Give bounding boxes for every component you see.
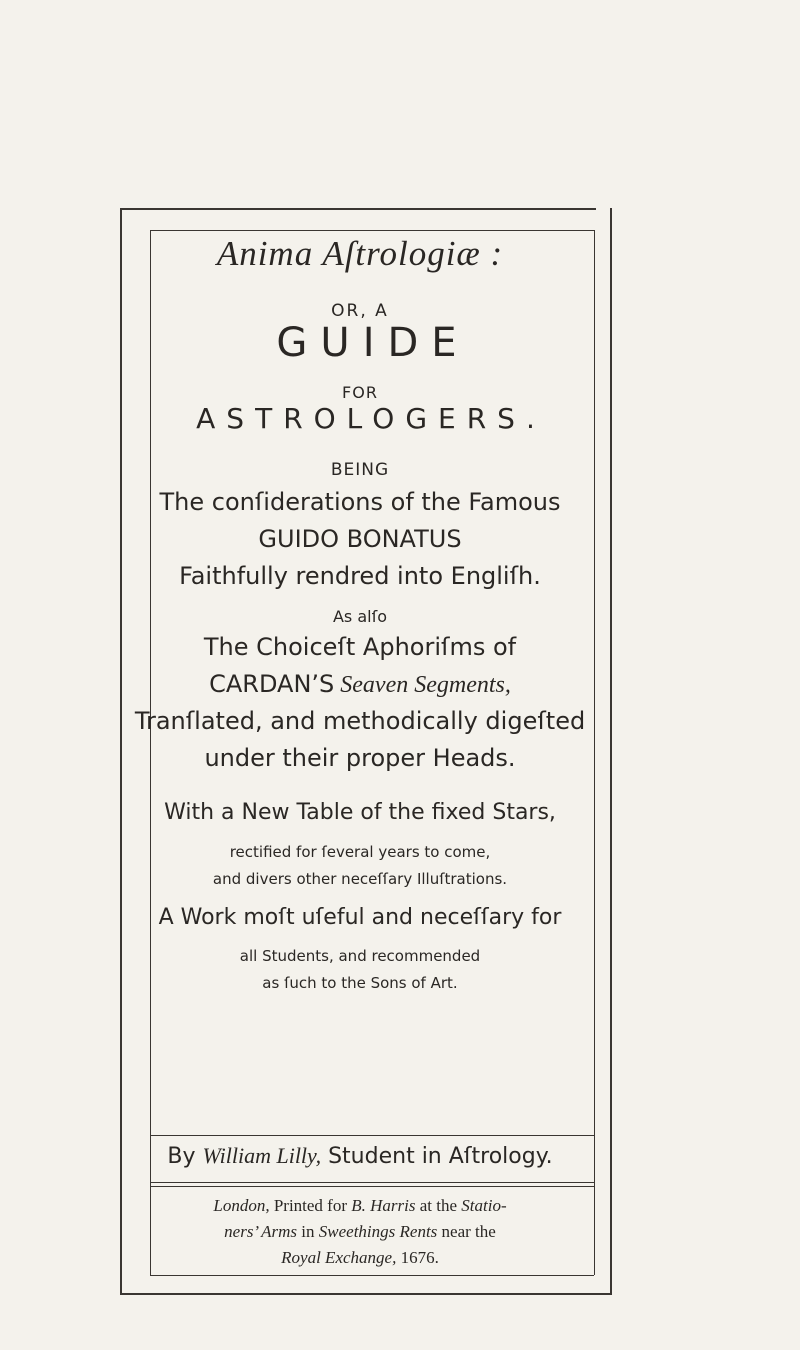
- translated-line: Tranſlated, and methodically digeſted: [134, 707, 586, 735]
- imprint-statio: Statio-: [461, 1196, 507, 1215]
- as-also-line: As alſo: [332, 607, 388, 626]
- inner-bottom-rule: [150, 1275, 594, 1276]
- imprint-year: 1676.: [400, 1248, 439, 1267]
- title-guide: GUIDE: [276, 320, 470, 366]
- author-bottom-rule-1: [150, 1182, 594, 1183]
- seaven-segments: Seaven Segments,: [340, 672, 511, 698]
- students-line: all Students, and recommended: [239, 947, 481, 965]
- choicest-aphorisms-line: The Choiceſt Aphoriſms of: [203, 633, 517, 661]
- imprint-at-the: at the: [419, 1196, 458, 1215]
- sons-of-art-line: as ſuch to the Sons of Art.: [262, 974, 458, 992]
- cardan-line: [120, 670, 600, 699]
- author-title: Student in Aſtrology.: [328, 1144, 553, 1169]
- imprint-printed-for: Printed for: [273, 1196, 348, 1215]
- outer-right-rule: [610, 208, 612, 1295]
- outer-top-rule: [120, 208, 596, 210]
- fixed-stars-line: With a New Table of the fixed Stars,: [164, 800, 556, 825]
- work-line: A Work moſt uſeful and neceſſary for: [158, 905, 562, 930]
- imprint-sweethings: Sweethings Rents: [318, 1222, 438, 1241]
- title-astrologers: ASTROLOGERS.: [196, 402, 546, 435]
- proper-heads-line: under their proper Heads.: [204, 744, 516, 772]
- being-label: BEING: [330, 460, 390, 480]
- illustrations-line: and divers other neceſſary Illuſtrations.: [212, 870, 508, 888]
- considerations-line: The conſiderations of the Famous: [159, 488, 561, 516]
- title-or-a: OR, A: [331, 301, 389, 321]
- title-for: FOR: [342, 383, 378, 402]
- title-astrologiae: Aſtrologiæ :: [322, 234, 504, 273]
- author-by: By: [167, 1144, 196, 1169]
- imprint-b-harris: B. Harris: [351, 1196, 416, 1215]
- imprint-ners-arms: ners’ Arms: [224, 1222, 298, 1241]
- imprint-line-1: [120, 1196, 600, 1216]
- faithfully-rendred-line: Faithfully rendred into Engliſh.: [179, 562, 541, 590]
- author-top-rule: [150, 1135, 594, 1136]
- imprint-london: London,: [213, 1196, 270, 1215]
- author-bottom-rule-2: [150, 1186, 594, 1187]
- cardan-name: CARDAN’S: [209, 670, 335, 698]
- rectified-line: rectified for ſeveral years to come,: [229, 843, 491, 861]
- author-name: William Lilly,: [202, 1143, 322, 1168]
- title-anima-astrologiae: [120, 234, 600, 274]
- guido-bonatus-line: GUIDO BONATUS: [258, 525, 462, 553]
- author-line: [120, 1143, 600, 1169]
- imprint-line-2: [120, 1222, 600, 1242]
- imprint-royal-exchange: Royal Exchange,: [281, 1248, 397, 1267]
- imprint-in: in: [301, 1222, 315, 1241]
- inner-top-rule: [150, 230, 594, 231]
- outer-bottom-rule: [120, 1293, 611, 1295]
- imprint-near-the: near the: [441, 1222, 496, 1241]
- title-anima: Anima: [216, 234, 314, 273]
- imprint-line-3: [120, 1248, 600, 1268]
